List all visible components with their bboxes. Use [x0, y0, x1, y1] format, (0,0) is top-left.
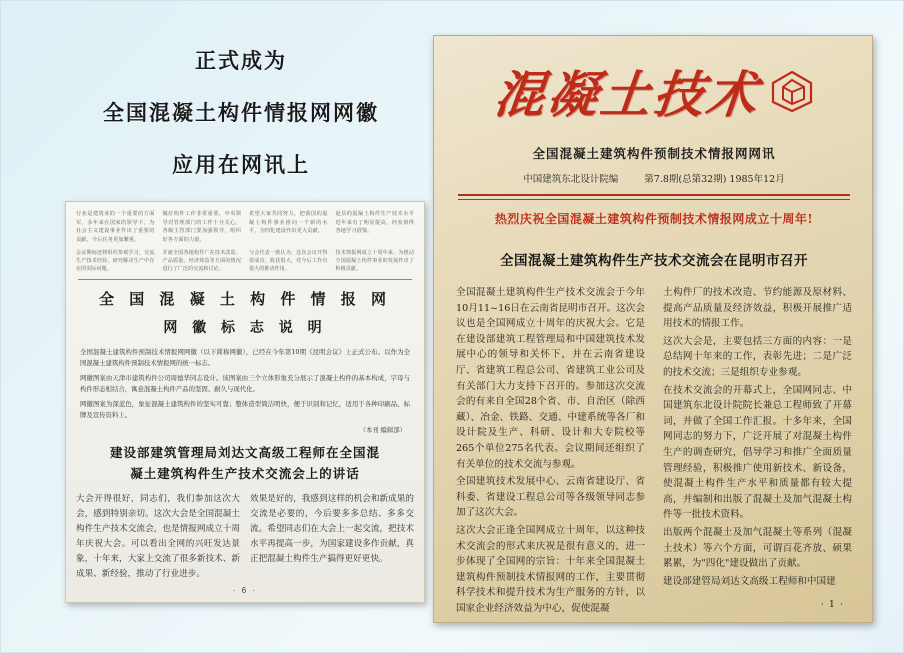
journal-col1-para-3: 这次大会正逢全国网成立十周年，以这种技术交流会的形式来庆祝是很有意义的，进一步体现了全国网的宗旨：十年来全国混凝土建筑构件预制技术情报网的工作，主要贯彻科学技术和提升技术为生产服务的方针，以国家企业经济效益为中心，促使混凝: [456, 524, 645, 614]
journal-masthead-title: 混凝土技术: [491, 65, 763, 124]
left-body-paragraph-1: 全国混凝土建筑构件预制技术情报网网徽（以下简称网徽），已经在今年第10期《昆明会议》上正式公布。以作为全国混凝土建筑构件预制技术情报网的统一标志。: [80, 348, 410, 367]
journal-column-left: [456, 285, 645, 618]
left-body-paragraph-2: 网徽图案由天津市建筑构件公司周德华同志设计。该图案由三个立体形象充分展示了混凝土构件的基本构成，字母与构件形态相结合，寓意混凝土构件产品的坚固、耐久与现代化。: [80, 374, 410, 393]
journal-issue: 第7.8期(总第32期) 1985年12月: [644, 174, 785, 185]
journal-col2-para-3: 在技术交流会的开幕式上，全国网同志、中国建筑东北设计院院长兼总工程师致了开幕词，并做了全国工作汇报。十多年来，全国网同志的努力下，广泛开展了对混凝土构件生产的调查研究，倡导学习和推广全面质量管理经验，积极推广使用新技术、新设备，使混凝土构件生产水平和质量都有较大提高，并编制和出版了混凝土及加气混凝土构件等一批技术资料。: [663, 384, 852, 521]
fuzzy-col-4: 赵县的混凝土构件生产技术水平近年来有了明显提高，经验值得各地学习借鉴。: [335, 211, 414, 234]
left-page-top-text-2: [76, 249, 414, 273]
fuzzy2-col-3: 与会代表一致认为，这次会议开得很成功，收获很大，对今后工作有很大的推动作用。: [249, 250, 328, 272]
journal-headline: 全国混凝土建筑构件生产技术交流会在昆明市召开: [500, 253, 808, 269]
journal-column-right: [663, 285, 852, 618]
horizontal-divider: [78, 279, 412, 280]
fuzzy-col-1: 行业是建筑业的一个重要的方面军，多年来在国家的领导下，为社会主义建设事业作出了重要的贡献，今后任务更加繁重。: [76, 211, 155, 243]
left-article-title-line-1: 全 国 混 凝 土 构 件 情 报 网: [98, 290, 391, 308]
left-secondary-headline-line-2: 凝土建筑构件生产技术交流会上的讲话: [130, 466, 360, 481]
journal-cover-content: [434, 36, 872, 622]
journal-slogan: 热烈庆祝全国混凝土建筑构件预制技术情报网成立十周年!: [494, 212, 814, 226]
page-title: [41, 45, 441, 179]
journal-col2-para-2: 这次大会是，主要包括三方面的内容：一是总结网十年来的工作，表彰先进；二是广泛的技术交流；三是组织专业参观。: [663, 335, 852, 378]
left-article-signature: （本刊 编辑部）: [359, 427, 406, 434]
journal-col1-para-1: 全国混凝土建筑构件生产技术交流会于今年10月11~16日在云南省昆明市召开。这次会议也是全国网成立十周年的庆祝大会。它是在建设部建筑工程管理局和中国建筑技术发展中心的领导和关怀下，并在云南省建设厅、省建筑工程总公司、省建筑工业公司及有关部门大力支持下召开的。参加这次交流会的有来自全国28个省、市、自治区（除西藏）、冶金、铁路、交通、中建系统等各厂和设计院及生产、科研、设计和大专院校等265个单位275名代表。会议期间还组织了有关单位的技术交流与参观。: [456, 287, 645, 470]
fuzzy2-col-4: 技术情报网成立十周年来，为推动全国混凝土构件事业的发展作出了积极贡献。: [335, 250, 414, 272]
page-title-line-3: 应用在网讯上: [172, 152, 310, 177]
journal-col2-para-4: 出版两个混凝土及加气混凝土等系列（混凝土技术）等六个方面，可谓百花齐放、硕果累累，为"四化"建设做出了贡献。: [663, 526, 852, 570]
fuzzy-col-3: 希望大家共同努力，把我国的混凝土构件事业推向一个新的水平，为四化建设作出更大贡献。: [249, 211, 328, 234]
left-secondary-headline: [76, 442, 414, 484]
left-page-content: [66, 202, 424, 602]
journal-body-columns: [456, 285, 852, 618]
left-article-title-line-2: 网 徽 标 志 说 明: [163, 320, 327, 336]
left-scanned-page: [65, 201, 425, 603]
left-secondary-headline-line-1: 建设部建筑管理局刘达文高级工程师在全国混: [109, 445, 380, 460]
journal-col2-para-1: 土构件厂的技术改造、节约能源及原材料、提高产品质量及经济效益，积极开展推广适用技术的情报工作。: [663, 287, 852, 330]
journal-subtitle: 全国混凝土建筑构件预制技术情报网网讯: [532, 146, 776, 161]
journal-col2-para-5: 建设部建管局刘达文高级工程师和中国建: [663, 575, 836, 587]
left-lower-col-1: 大会开得很好，同志们，我们参加这次大会，感到特别亲切。这次大会是全国混凝土构件生产技术交流会，也是情报网成立十周年庆祝大会。可以看出全网的兴旺发达景象，十年来，大家上交流了很多新技术、新成果、新经验，推动了行业进步。: [76, 494, 240, 579]
page-title-line-2: 全国混凝土构件情报网网徽: [103, 100, 379, 125]
fuzzy2-col-2: 并就全国各地构件厂在技术改造、产品质量、经济效益等方面的情况进行了广泛的交流和讨论。: [162, 250, 241, 272]
fuzzy-col-2: 做好构件工作非常重要，中央领导对管理部门的工作十分关心，各级主管部门要加强领导，组织好各方面的力量。: [162, 211, 241, 243]
journal-cover-page: [433, 35, 873, 623]
left-lower-col-2: 效果是好的，我感到这样的机会和新成果的交流是必要的，今后要多多总结、多多交流。希望同志们在大会上一起交流，把技术水平再提高一步，为国家建设多作贡献，真正把混凝土构件生产搞得更好更快。: [250, 494, 414, 564]
concrete-network-emblem-icon: [770, 69, 814, 113]
left-page-number: · 6 ·: [232, 586, 258, 595]
journal-divider: [458, 194, 850, 200]
journal-masthead: [456, 42, 852, 140]
left-article-title: [76, 288, 414, 337]
left-lower-columns: [76, 492, 414, 582]
journal-meta: [456, 171, 852, 185]
journal-publisher: 中国建筑东北设计院编: [523, 174, 619, 185]
left-body-paragraph-3: 网徽图案为深蓝色，象征混凝土建筑构件的坚实可靠；整体造型简洁明快，便于识别和记忆，适用于各种印刷品、标牌及宣传资料上。: [80, 400, 410, 419]
fuzzy2-col-1: 会议期间还将组织参观学习，交流生产技术经验，研究解决生产中存在的实际问题。: [76, 250, 155, 272]
page-title-line-1: 正式成为: [195, 48, 287, 73]
journal-col1-para-2: 全国建筑技术发展中心、云南省建设厅、省科委、省建设工程总公司等各级领导同志参加了这次大会。: [456, 476, 645, 519]
journal-page-number: · 1 ·: [820, 599, 844, 610]
left-page-top-text: [76, 210, 414, 244]
left-article-body: [76, 347, 414, 421]
